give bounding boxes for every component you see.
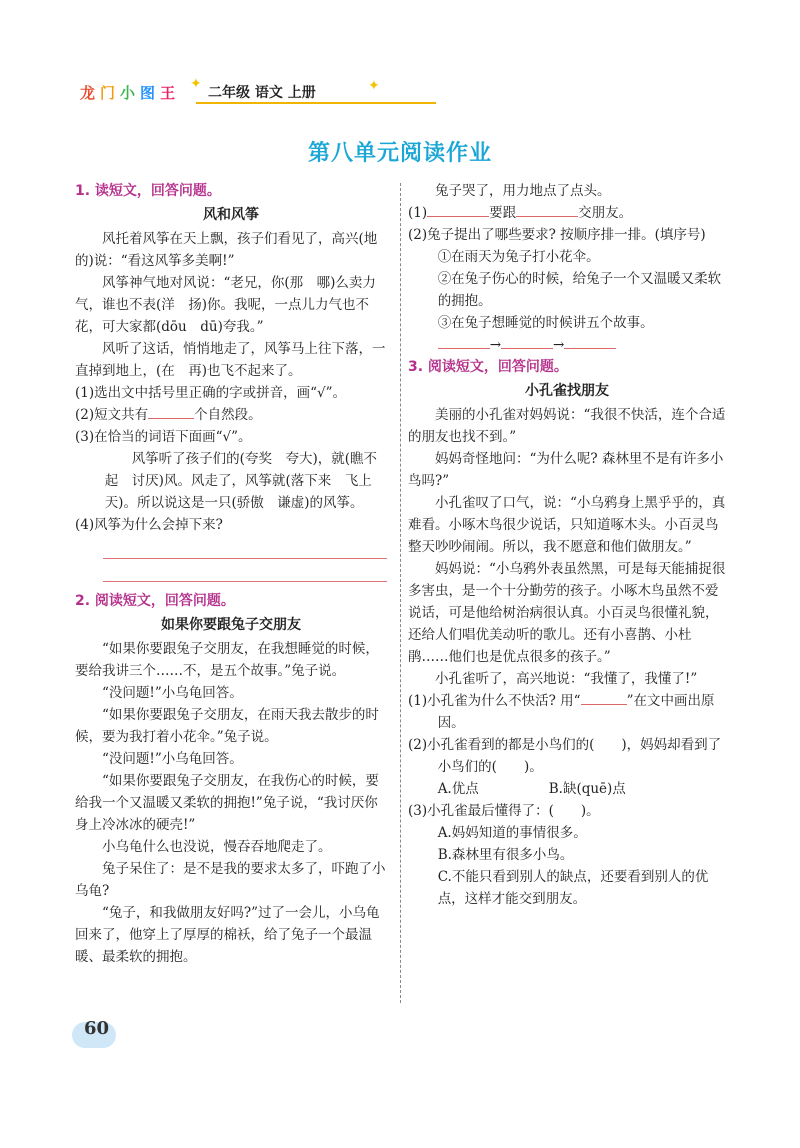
answer-blank[interactable] bbox=[564, 334, 616, 349]
answer-blank[interactable] bbox=[427, 202, 489, 217]
answer-blank[interactable] bbox=[148, 404, 194, 419]
q1-story-title: 风和风筝 bbox=[203, 207, 259, 223]
q3-sub1 bbox=[408, 690, 726, 734]
q2-paragraph: 小乌龟什么也没说，慢吞吞地爬走了。 bbox=[102, 839, 332, 855]
q1-sub2 bbox=[75, 404, 387, 426]
q2-sub1-prefix: (1) bbox=[408, 205, 428, 221]
q2-sub2: (2)兔子提出了哪些要求? 按顺序排一排。(填序号) bbox=[408, 227, 706, 243]
q3-sub2: (2)小孔雀看到的都是小鸟们的( )，妈妈却看到了小鸟们的( )。 bbox=[408, 737, 722, 775]
answer-blank[interactable] bbox=[516, 202, 578, 217]
q2-paragraph: 兔子哭了，用力地点了点头。 bbox=[435, 183, 611, 199]
q2-paragraph: 兔子呆住了：是不是我的要求太多了，吓跑了小乌龟? bbox=[75, 861, 386, 899]
q1-heading: 1. 读短文，回答问题。 bbox=[75, 183, 221, 199]
q2-option: ①在雨天为兔子打小花伞。 bbox=[437, 249, 600, 265]
left-column bbox=[75, 180, 391, 968]
q2-sub1-suffix: 交朋友。 bbox=[578, 205, 633, 221]
arrow-icon: → bbox=[489, 337, 501, 353]
q3-paragraph: 妈妈奇怪地问：“为什么呢? 森林里不是有许多小鸟吗?” bbox=[408, 451, 724, 489]
arrow-icon: → bbox=[553, 337, 565, 353]
q3-paragraph: 美丽的小孔雀对妈妈说：“我很不快活，连个合适的朋友也找不到。” bbox=[408, 407, 726, 445]
grade-label: 二年级 语文 上册 bbox=[208, 85, 316, 101]
q1-sub2-prefix: (2)短文共有 bbox=[75, 407, 149, 423]
star-icon: ✦ bbox=[368, 78, 380, 94]
q1-sub3: (3)在恰当的词语下面画“√”。 bbox=[75, 429, 252, 445]
q3-sub3: (3)小孔雀最后懂得了：( )。 bbox=[408, 803, 600, 819]
logo-char: 龙 bbox=[80, 83, 97, 102]
q3-sub1-prefix: (1)小孔雀为什么不快活? 用“ bbox=[408, 693, 581, 709]
q2-paragraph: “兔子，和我做朋友好吗?”过了一会儿，小乌龟回来了，他穿上了厚厚的棉袄，给了兔子一个最温暖、最柔软的拥抱。 bbox=[75, 905, 380, 965]
logo-char: 图 bbox=[140, 83, 157, 102]
logo-char: 小 bbox=[120, 83, 137, 102]
option-b[interactable]: B.缺(quē)点 bbox=[548, 781, 626, 797]
header-underline bbox=[196, 102, 436, 104]
option-b[interactable]: B.森林里有很多小鸟。 bbox=[437, 847, 574, 863]
q3-paragraph: 小孔雀叹了口气，说：“小乌鸦身上黑乎乎的，真难看。小啄木鸟很少说话，只知道啄木头。小百灵鸟整天吵吵闹闹。所以，我不愿意和他们做朋友。” bbox=[408, 495, 726, 555]
q2-sub1-mid: 要跟 bbox=[489, 205, 517, 221]
option-a[interactable]: A.妈妈知道的事情很多。 bbox=[437, 825, 587, 841]
q1-sub1: (1)选出文中括号里正确的字或拼音，画“√”。 bbox=[75, 385, 347, 401]
q1-sub4: (4)风筝为什么会掉下来? bbox=[75, 517, 223, 533]
q1-sub2-suffix: 个自然段。 bbox=[194, 407, 262, 423]
q1-sub3-text: 风筝听了孩子们的(夸奖 夸大)，就(瞧不起 讨厌)风。风走了，风筝就(落下来 飞上天)。所以说这是一只(骄傲 谦虚)的风筝。 bbox=[104, 451, 377, 511]
q3-sub2-options bbox=[408, 778, 726, 800]
series-logo bbox=[78, 80, 178, 104]
q3-sub1-suffix: ”在文中画出原因。 bbox=[437, 693, 715, 731]
q2-paragraph: “没问题!”小乌龟回答。 bbox=[102, 751, 243, 767]
page-header bbox=[78, 76, 388, 108]
q3-heading: 3. 阅读短文，回答问题。 bbox=[408, 359, 568, 375]
q2-option: ②在兔子伤心的时候，给兔子一个又温暖又柔软的拥抱。 bbox=[437, 271, 722, 309]
page-title: 第八单元阅读作业 bbox=[307, 141, 492, 166]
q2-paragraph: “如果你要跟兔子交朋友，在我想睡觉的时候，要给我讲三个……不，是五个故事。”兔子说。 bbox=[75, 641, 379, 679]
q2-paragraph: “没问题!”小乌龟回答。 bbox=[102, 685, 243, 701]
answer-line[interactable] bbox=[103, 536, 387, 559]
logo-char: 门 bbox=[100, 83, 117, 102]
answer-blank[interactable] bbox=[501, 334, 553, 349]
answer-blank[interactable] bbox=[438, 334, 490, 349]
order-answer-row bbox=[408, 334, 726, 356]
q2-option: ③在兔子想睡觉的时候讲五个故事。 bbox=[437, 315, 654, 331]
q3-paragraph: 妈妈说：“小乌鸦外表虽然黑，可是每天能捕捉很多害虫，是一个十分勤劳的孩子。小啄木鸟虽然不爱说话，可是他给树治病很认真。小百灵鸟很懂礼貌，还给人们唱优美动听的歌儿。还有小喜鹊、小杜鹃……他们也是优点很多的孩子。” bbox=[408, 561, 726, 665]
q1-paragraph: 风听了这话，悄悄地走了，风筝马上往下落，一直掉到地上，(在 再)也飞不起来了。 bbox=[75, 341, 386, 379]
option-c[interactable]: C.不能只看到别人的缺点，还要看到别人的优点，这样才能交到朋友。 bbox=[437, 869, 709, 907]
answer-line[interactable] bbox=[103, 559, 387, 582]
logo-char: 王 bbox=[160, 83, 177, 102]
q3-paragraph: 小孔雀听了，高兴地说：“我懂了，我懂了!” bbox=[435, 671, 698, 687]
right-column bbox=[408, 180, 726, 910]
star-icon: ✦ bbox=[190, 76, 202, 92]
q1-paragraph: 风筝神气地对风说：“老兄，你(那 哪)么卖力气，谁也不表(洋 扬)你。我呢，一点儿力气也不花，可大家都(dōu dū)夸我。” bbox=[75, 275, 376, 335]
option-a[interactable]: A.优点 bbox=[437, 781, 479, 797]
q2-story-title: 如果你要跟兔子交朋友 bbox=[161, 617, 301, 633]
q2-paragraph: “如果你要跟兔子交朋友，在雨天我去散步的时候，要为我打着小花伞。”兔子说。 bbox=[75, 707, 379, 745]
page-number: 60 bbox=[84, 1018, 110, 1039]
page-number-badge bbox=[72, 1012, 132, 1054]
q1-paragraph: 风托着风筝在天上飘，孩子们看见了，高兴(地 的)说：“看这风筝多美啊!” bbox=[75, 231, 391, 269]
q2-sub1 bbox=[408, 202, 726, 224]
answer-blank[interactable] bbox=[581, 690, 627, 705]
q2-heading: 2. 阅读短文，回答问题。 bbox=[75, 593, 235, 609]
column-divider bbox=[400, 183, 401, 1003]
q3-story-title: 小孔雀找朋友 bbox=[525, 383, 609, 399]
q2-paragraph: “如果你要跟兔子交朋友，在我伤心的时候，要给我一个又温暖又柔软的拥抱!”兔子说，“我讨厌你身上冷冰冰的硬壳!” bbox=[75, 773, 379, 833]
